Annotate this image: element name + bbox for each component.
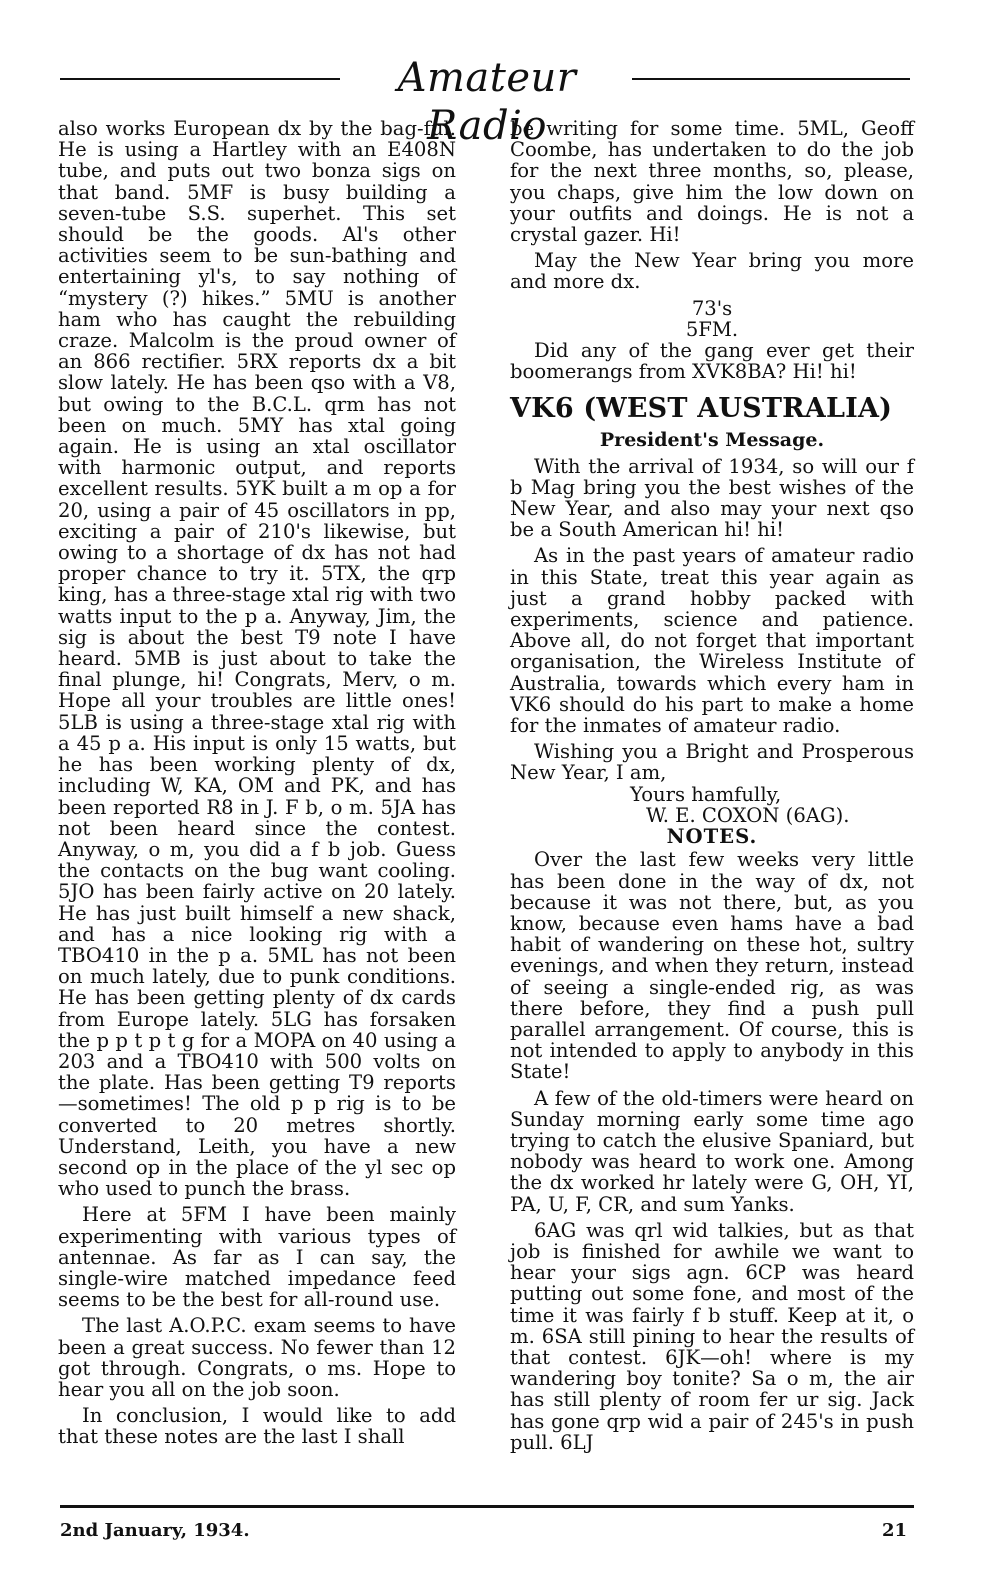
footer-date: 2nd January, 1934. bbox=[60, 1520, 250, 1541]
paragraph: The last A.O.P.C. exam seems to have been a great success. No fewer than 12 got through. Congrats, o ms. Hope to hear you all on the job soon. bbox=[58, 1314, 456, 1401]
sign-off-73: 73's bbox=[691, 296, 733, 320]
paragraph: also works European dx by the bag-ful. He is using a Hartley with an E408N tube, and puts out two bonza sigs on that band. 5MF is busy building a seven-tube S.S. superhet. This set should be the goods. Al's other activities seem to be sun-bathing and entertaining yl's, to say nothing of “mystery (?) hikes.” 5MU is another ham who has caught the rebuilding craze. Malcolm is the proud owner of an 866 rectifier. 5RX reports dx a bit slow lately. He has been qso with a V8, but owing to the B.C.L. qrm has not been on much. 5MY has xtal going again. He is using an xtal oscillator with harmonic output, and reports excellent results. 5YK built a m op a for 20, using a pair of 45 oscillators in pp, exciting a pair of 210's likewise, but owing to a shortage of dx has not had proper chance to try it. 5TX, the qrp king, has a three-stage xtal rig with two watts input to the p a. Anyway, Jim, the sig is about the best T9 note I have heard. 5MB is just about to take the final plunge, hi! Congrats, Merv, o m. Hope all your troubles are little ones! 5LB is using a three-stage xtal rig with a 45 p a. His input is only 15 watts, but he has been working plenty of dx, including W, KA, OM and PK, and has been reported R8 in J. F b, o m. 5JA has not been heard since the contest. Anyway, o m, you did a f b job. Guess the contacts on the bug want cooling. 5JO has been fairly active on 20 lately. He has just built himself a new shack, and has a nice looking rig with a TBO410 in the p a. 5ML has not been on much lately, due to punk conditions. He has been getting plenty of dx cards from Europe lately. 5LG has forsaken the p p t p t g for a MOPA on 40 using a 203 and a TBO410 with 500 volts on the plate. Has been getting T9 reports —sometimes! The old p p rig is to be converted to 20 metres shortly. Understand, Leith, you have a new second op in the place of the yl sec op who used to punch the brass. bbox=[58, 117, 456, 1201]
notes-heading: NOTES. bbox=[666, 825, 758, 849]
message-heading: President's Message. bbox=[599, 429, 825, 452]
paragraph: be writing for some time. 5ML, Geoff Coombe, has undertaken to do the job for the next three months, so, please, you chaps, give him the low down on your outfits and doings. He is not a crystal gazer. Hi! bbox=[510, 117, 914, 247]
header-rule-left bbox=[60, 78, 340, 80]
paragraph: Over the last few weeks very little has been done in the way of dx, not because it was not there, but, as you know, because even hams have a bad habit of wandering on these hot, sultry evenings, and when they return, instead of seeing a single-ended rig, as was there before, they find a push pull parallel arrangement. Of course, this is not intended to apply to anybody in this State! bbox=[510, 848, 914, 1084]
right-column bbox=[510, 118, 914, 1458]
page-header bbox=[60, 48, 910, 149]
header-rule-right bbox=[632, 78, 910, 80]
signature: W. E. COXON (6AG). bbox=[646, 803, 850, 827]
paragraph: As in the past years of amateur radio in this State, treat this year again as just a grand hobby packed with experiments, science and patience. Above all, do not forget that important organisation, the Wireless Institute of Australia, towards which every ham in VK6 should do his part to make a home for the inmates of amateur radio. bbox=[510, 544, 914, 738]
paragraph: Here at 5FM I have been mainly experimenting with various types of antennae. As far as I can say, the single-wire matched impedance feed seems to be the best for all-round use. bbox=[58, 1203, 456, 1312]
paragraph: With the arrival of 1934, so will our f b Mag bring you the best wishes of the New Year, and also may your next qso be a South American hi! hi! bbox=[510, 454, 914, 542]
footer-rule bbox=[60, 1505, 914, 1508]
paragraph: In conclusion, I would like to add that these notes are the last I shall bbox=[58, 1404, 456, 1449]
closing-line: Yours hamfully, bbox=[630, 782, 782, 806]
paragraph: Wishing you a Bright and Prosperous New Year, I am, bbox=[510, 740, 914, 785]
sign-off-callsign: 5FM. bbox=[685, 317, 739, 341]
left-column bbox=[58, 118, 456, 1453]
section-heading: VK6 (WEST AUSTRALIA) bbox=[510, 393, 893, 425]
paragraph: May the New Year bring you more and more dx. bbox=[510, 249, 914, 294]
page-number: 21 bbox=[882, 1520, 908, 1541]
paragraph: 6AG was qrl wid talkies, but as that job is finished for awhile we want to hear your sigs agn. 6CP was heard putting out some fone, and most of the time it was fairly f b stuff. Keep at it, o m. 6SA still pining to hear the results of that contest. 6JK—oh! where is my wandering boy tonite? Sa o m, the air has still plenty of room fer ur sig. Jack has gone qrp wid a pair of 245's in push pull. 6LJ bbox=[510, 1218, 914, 1454]
paragraph: Did any of the gang ever get their boomerangs from XVK8BA? Hi! hi! bbox=[510, 339, 914, 384]
paragraph: A few of the old-timers were heard on Sunday morning early some time ago trying to catch the elusive Spaniard, but nobody was heard to work one. Among the dx worked hr lately were G, OH, YI, PA, U, F, CR, and sum Yanks. bbox=[510, 1086, 914, 1216]
masthead-title: Amateur Radio bbox=[397, 55, 577, 149]
